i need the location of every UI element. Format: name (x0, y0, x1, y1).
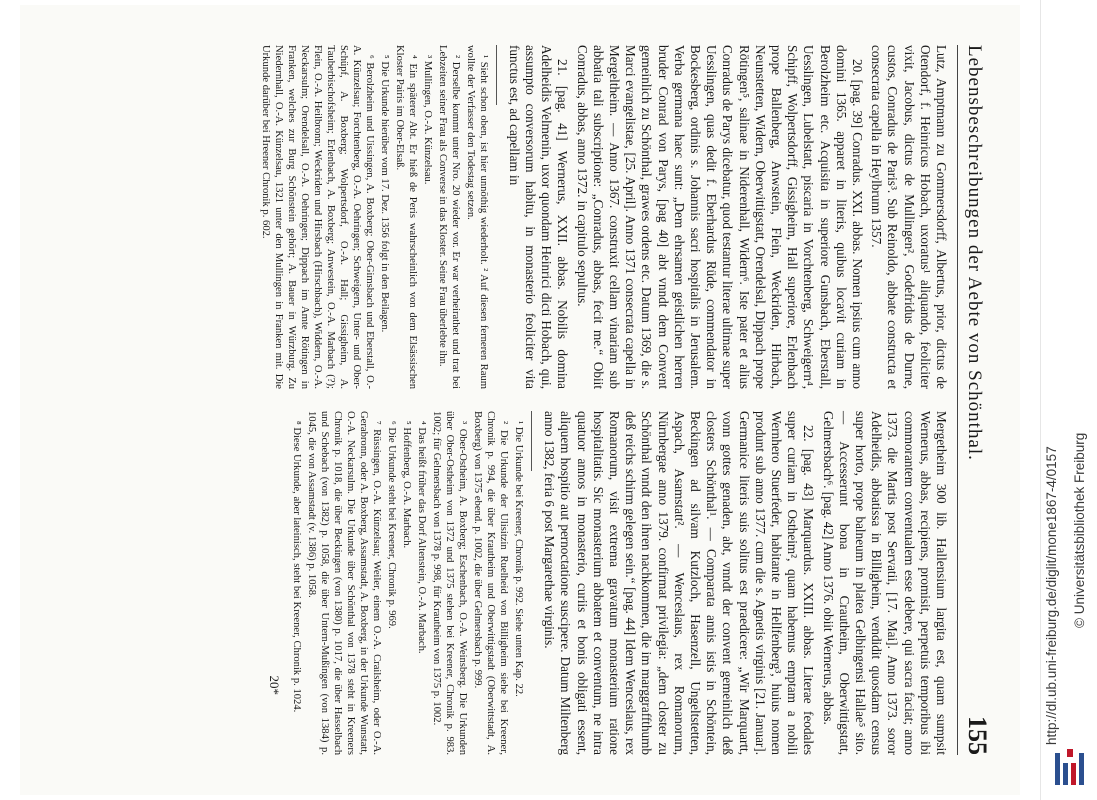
running-title: Lebensbeschreibungen der Aebte von Schönthal. (964, 45, 985, 461)
footnote: ⁴ Ein späterer Abt. Er hieß de Peris wahrscheinlich von dem Elsässischen Kloster Pairis im Ober-Elsaß. (393, 45, 418, 389)
page-number: 155 (963, 716, 992, 755)
permalink-url[interactable]: http://dl.ub.uni-freiburg.de/diglit/mone1867-4/0157 (1044, 446, 1059, 745)
book-page (20, 5, 1020, 795)
footnote: ² Derselbe kommt unter Nro. 20 wieder vor. Er war verheirathet und trat bei Lebzeiten seiner Frau als Converse in das Kloster. Seine Frau überlebte ihn. (436, 45, 461, 389)
footnote-divider (496, 45, 497, 105)
footnote-divider (531, 411, 532, 471)
footnote: ⁶ Die Urkunde steht bei Kreener, Chronik p. 969. (385, 421, 397, 629)
footnote: ³ Ober-Ostheim, A. Boxberg; Eschenbach, O.-A. Weinsberg. Die Urkunden über Ober-Ostheim von 1372 und 1375 stehen bei Kreener, Chronik p. 983. 1002; für Gelmersbach von 1378 p. 998, für Krautheim von 1375 p. 1002. (430, 411, 468, 755)
left-column (257, 45, 949, 389)
paragraph: Mergetheim 300 lib. Hallensium largita est, quam sumpsit Wernerus, abbas, recipiens, promisit, perpetuis temporibus ibi commorantem conventualem esse debere, qui sacra faciat; anno 1373. die Martis post Servatii, [17. Mai]. Anno 1373. soror Adelheidis, abbatissa in Billigheim, vendidit quosdam census super horto, prope balneum in platea Gelbingensi Hallae⁵ sito. — Accesserunt bona in Crautheim, Oberwittigstatt, Gelmersbach⁶. [pag. 42] Anno 1376. obiit Wernerus, abbas. (820, 411, 949, 755)
footnote: ⁴ Das heißt früher das Dorf Altenstein, O.-A. Marbach. (415, 421, 427, 654)
footnote: ¹ Sieht schon oben, ist hier unnöthig wiederholt. ² Auf diesen ferneren Raum wollte der Verfasser den Todestag setzen. (464, 45, 489, 389)
footnote: ¹ Die Urkunde bei Kreener, Chronik p. 992. Siehe unten Kap. 22. (512, 421, 524, 697)
copyright-notice: © Universitätsbibliothek Freiburg (1072, 432, 1087, 628)
footnote: ² Die Urkunde der Ulisitzin Ruelheid von Billigheim siehe bei Kreener, Chronik p. 994, die über Krautheim und Oberwittigstadt (Oberwittstadt, A. Boxberg) von 1375 ebend. p. 1002, die über Gelmersbach p. 999. (471, 411, 509, 755)
text-columns (257, 45, 949, 755)
footnotes (290, 411, 525, 755)
footnote: ⁵ Die Urkunde hierüber vom 17. Dez. 1356 folgt in den Beilagen. (378, 55, 390, 333)
right-column (257, 411, 949, 755)
paragraph: 22. [pag. 43] Marquardus. XXIII. abbas. Literae feodales super curiam in Ostheim², quam habemus emptam a nobili Wernhero Stuerfeder, habitante in Hellfenberg³, huius nomen produnt sub anno 1377. cum die s. Agnetis virginis [21. Januar]. Germanice literis suis solitus est praedicere: „Wir Marquartt, vonn gottes genaden, abt, vnndt der convent gemeinlich deß closters Schönthal¹. — Comparata annis istis in Schöntein, Beckingen ad silvam Kutzloch, Hasenzell, Ungeltstetten, Aspach, Asamstatt². — Wenceslaus, rex Romanorum, Nürnbergae anno 1379. confirmat privilegia: „dem closter zu Schönthal vnndt den ihren nachkommen, die im marggraffthumb deß reichs schirm gelegen sein.“ [pag. 44] Idem Wenceslaus, rex Romanorum, visit extrema gravatum monasterium ratione hospitalitatis. Sic monasterium abbatem et conventum, ne intra quatuor annos in monasterio, curiis et bonis obligati essent, aliquem hospitio aut pernoctatione suscipere. Datum Miltenberg anno 1382, feria 6 post Margarethae virginis. (542, 411, 817, 755)
footnote: ⁵ Hoffenberg, O.-A. Marbach. (400, 421, 412, 549)
signature-mark: 20* (266, 675, 282, 695)
page-header (957, 45, 992, 755)
footnote: ⁸ Diese Urkunde, aber lateinisch, steht bei Kreener, Chronik p. 1024. (290, 421, 302, 713)
footnote: ⁷ Rüssingen, O.-A. Künzelsau; Weiler, einem O.-A. Crailsheim, oder O.-A. Gerabronn, oder A. Boxberg, Assamstadt, A. Boxberg, in der Urkunde Wunstatt, O.-A. Neckarsulm. Die Urkunde über Schönthal von 1378 steht in Kreeners Chronik p. 1018, die über Beckingen (von 1380) p. 1017, die über Hasselbach und Schebach (von 1382) p. 1058, die über Untern-Mußingen (von 1384) p. 1045, die von Assamstadt (v. 1386) p. 1058. (305, 411, 382, 755)
paragraph: 21. [pag. 41] Wernerus, XXII. abbas. Nobilis domina Adelheidis Velmenin, uxor quondam Heinrici dicti Hobach, qui, assumpto conversorum habitu, in monasterio feoliciter vita functus est, ad capellam in (506, 45, 571, 389)
footnotes (259, 45, 490, 389)
footnote: ³ Mullingen, O.-A. Künzelsau. (421, 55, 433, 185)
footnote: ⁶ Berolzheim und Uissingen, A. Boxberg; Ober-Gimsbach und Eberstall, O.-A. Künzelsau; Forchtenberg, O.-A. Oehringen; Schweigern, Unter- und Ober-Schüpf, A. Boxberg; Wolpertsdorf, O.-A. Hall; Gissigheim, A. Tauberbischofsheim; Erlenbach, A. Boxberg; Anwestein, O.-A. Marbach (?); Flein, O.-A. Heilbronn; Weckriden und Hirsbach (Hirschbach), Widdern, O.-A. Neckarsulm; Orendelsall, O.-A. Oehringen; Dippach im Amte Rötingen in Franken, welches zur Burg Schönstein gehört; A. Bauer in Würzburg. Zu Niedernhall, O.-A. Künzelsau, 1321 unter den Mullingen in Franken mit. Die Urkunde darüber bei Hreener Chronik p. 602. (259, 45, 375, 389)
library-logo-icon (1046, 745, 1094, 793)
paragraph: 20. [pag. 39] Conradus. XXI. abbas. Nomen ipsius cum anno domini 1365. apparet in literis, quibus locavit curiam in Berolzheim etc. Acquisita in superiore Gunsbach, Eberstall, Uesslingen, Lubelstatt, piscaria in Vorchtenberg, Schweigern⁴, Schipff, Wolpertsdorff, Gissigheim, Hall superiore, Erlenbach prope Ballenberg, Anwstein, Flein, Weckriden, Hirbach, Neunstetten, Widern, Oberwittigstatt, Orendelsal, Dippach prope Rötingen⁵, salinae in Niderenhall, Widern⁶. Iste pater et alius Conradus de Parys dicebatur, quod testantur literae ultimae super Uesslingen, quas dedit f. Eberhardus Rüde, commendator in Bockesberg, ordinis s. Johannis sacri hospitalis in Jerusalem. Verba germana haec sunt: „Dem ehrsamen geistlichen herren bruder Conrad von Parys, [pag 40] abt vnndt dem Convent gemeinlich zu Schönthal, grawes ordens etc. Datum 1369, die s. Marci evangelistae, [25. April]. Anno 1371 consecrata capella in Mergeltheim. — Anno 1367. construxit cellam vinariam sub abbatia tali subscriptione: „Conradus, abbas, fecit me.“ Obiit Conradus, abbas, anno 1372. in capitulo sepultus. (574, 45, 865, 389)
paragraph: Lutz, Amptmann zu Gommersdorff, Albertus, prior, dictus de Otendorf, f. Heinricus Hobach, uxoratus¹ aliquando, feoliciter vixit, Jacobus, dictus de Mullingen², Godefridus de Durne, custos, Conradus de Paris³. Sub Reinoldo, abbate constructa et consecrata capella in Heylbrunn 1357. (869, 45, 949, 389)
